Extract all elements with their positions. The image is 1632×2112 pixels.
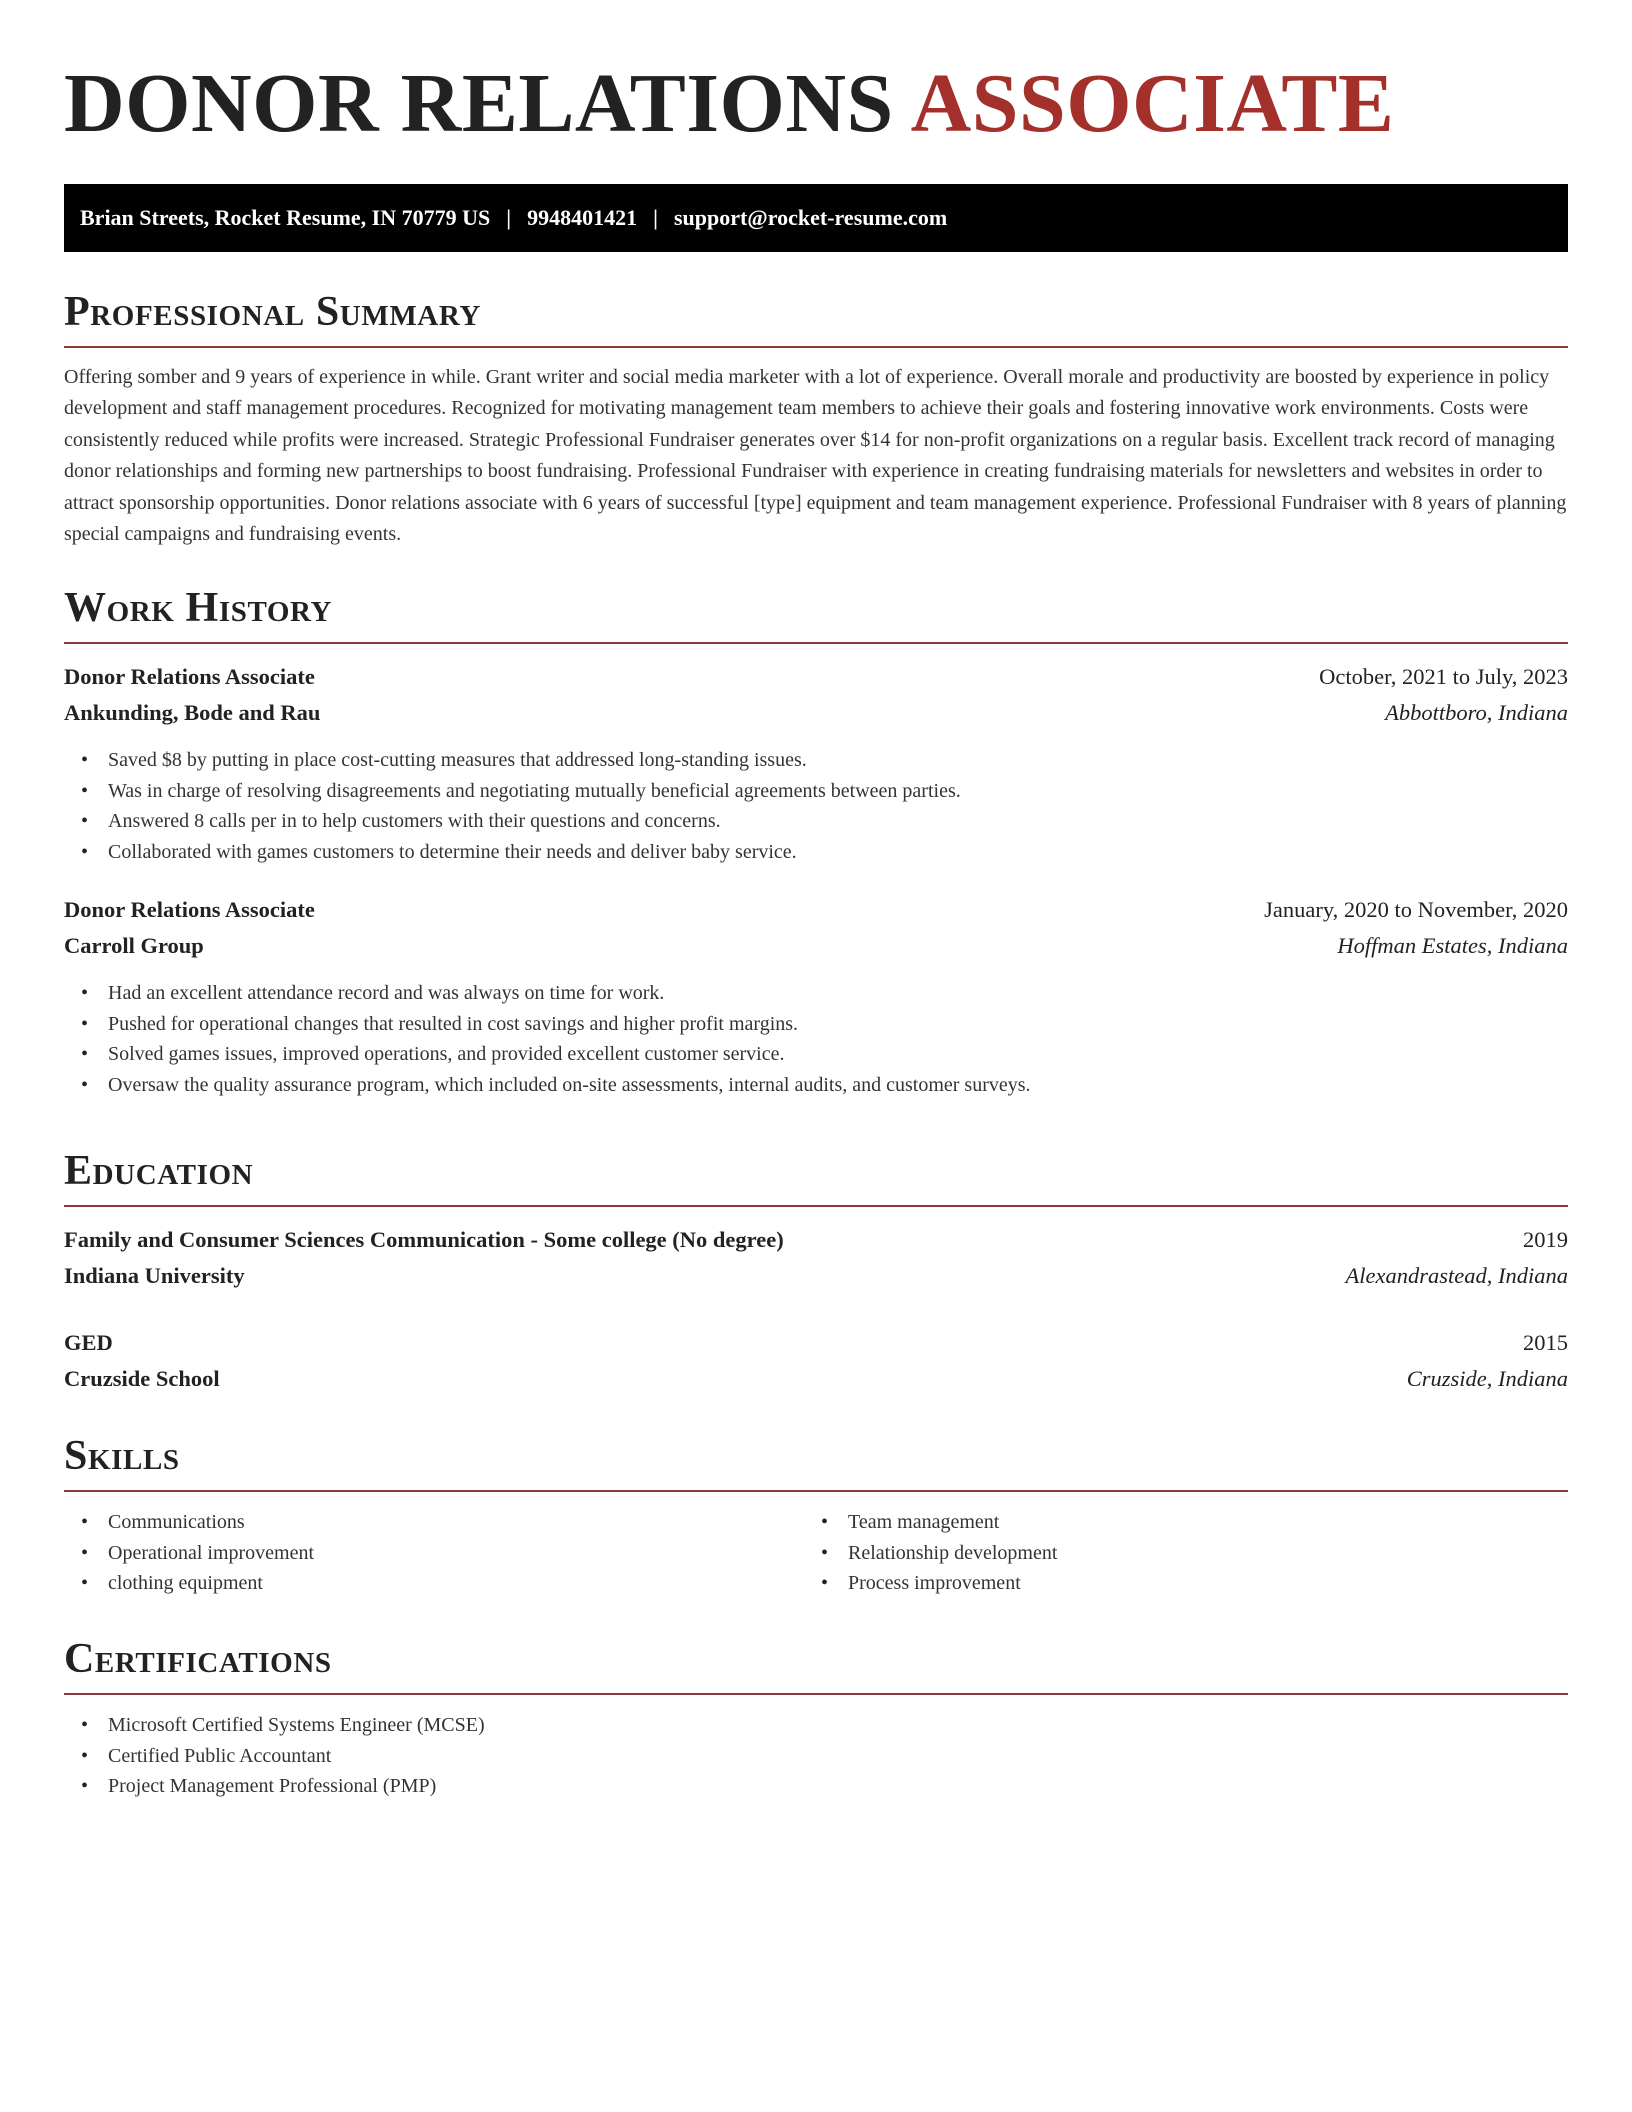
list-item: • Operational improvement — [64, 1538, 804, 1569]
education-heading: Education — [64, 1148, 254, 1194]
education-school-row — [64, 1361, 1568, 1397]
list-item: • Relationship development — [804, 1538, 1544, 1569]
skills-list-right — [804, 1507, 1544, 1599]
education-header-row — [64, 1325, 1568, 1361]
job-bullets — [64, 978, 1568, 1100]
education-location: Alexandrastead, Indiana — [1345, 1263, 1568, 1288]
job-entry — [64, 659, 1568, 867]
education-entry — [64, 1222, 1568, 1294]
list-item: • Communications — [64, 1507, 804, 1538]
job-company: Ankunding, Bode and Rau — [64, 700, 321, 725]
list-item: • clothing equipment — [64, 1568, 804, 1599]
job-org-row — [64, 695, 1568, 731]
certifications-section — [64, 1633, 1568, 1802]
list-item: • Answered 8 calls per in to help customers with their questions and concerns. — [64, 806, 1568, 837]
list-item: • Had an excellent attendance record and was always on time for work. — [64, 978, 1568, 1009]
job-dates: January, 2020 to November, 2020 — [1264, 897, 1568, 922]
list-item: • Certified Public Accountant — [64, 1741, 1568, 1772]
title-main: DONOR RELATIONS — [64, 57, 894, 150]
skills-heading: Skills — [64, 1433, 180, 1479]
contact-separator: | — [506, 205, 512, 230]
education-section — [64, 1145, 1568, 1397]
summary-heading: Professional Summary — [64, 289, 481, 335]
section-divider — [64, 346, 1568, 348]
work-history-heading: Work History — [64, 585, 333, 631]
list-item: • Was in charge of resolving disagreements and negotiating mutually beneficial agreements between parties. — [64, 776, 1568, 807]
skills-section — [64, 1430, 1568, 1599]
education-degree: GED — [64, 1330, 113, 1355]
education-year: 2019 — [1523, 1227, 1568, 1252]
summary-text: Offering somber and 9 years of experience in while. Grant writer and social media marketer with a lot of experience. Overall morale and productivity are boosted by experience in policy development and staff management procedures. Recognized for motivating management team members to achieve their goals and fostering innovative work environments. Costs were consistently reduced while profits were increased. Strategic Professional Fundraiser generates over $14 for non-profit organizations on a regular basis. Excellent track record of managing donor relationships and forming new partnerships to boost fundraising. Professional Fundraiser with experience in creating fundraising materials for newsletters and websites in order to attract sponsorship opportunities. Donor relations associate with 6 years of successful [type] equipment and team management experience. Professional Fundraiser with 8 years of planning special campaigns and fundraising events. — [64, 366, 1567, 546]
section-divider — [64, 1693, 1568, 1695]
education-degree: Family and Consumer Sciences Communication - Some college (No degree) — [64, 1227, 784, 1252]
title-accent: ASSOCIATE — [910, 57, 1395, 150]
education-year: 2015 — [1523, 1330, 1568, 1355]
job-entry — [64, 892, 1568, 1100]
education-entry — [64, 1325, 1568, 1397]
list-item: • Microsoft Certified Systems Engineer (MCSE) — [64, 1710, 1568, 1741]
job-org-row — [64, 928, 1568, 964]
list-item: • Pushed for operational changes that resulted in cost savings and higher profit margins. — [64, 1009, 1568, 1040]
education-school-row — [64, 1258, 1568, 1294]
contact-address: Brian Streets, Rocket Resume, IN 70779 US — [80, 205, 491, 230]
job-header-row — [64, 659, 1568, 695]
contact-email: support@rocket-resume.com — [673, 205, 948, 230]
job-bullets — [64, 745, 1568, 867]
list-item: • Team management — [804, 1507, 1544, 1538]
job-header-row — [64, 892, 1568, 928]
contact-bar — [64, 184, 1568, 252]
list-item: • Oversaw the quality assurance program, which included on-site assessments, internal audits, and customer surveys. — [64, 1070, 1568, 1101]
resume-title — [64, 0, 1568, 158]
list-item: • Solved games issues, improved operations, and provided excellent customer service. — [64, 1039, 1568, 1070]
job-title: Donor Relations Associate — [64, 897, 315, 922]
job-company: Carroll Group — [64, 933, 204, 958]
education-school: Indiana University — [64, 1263, 245, 1288]
job-title: Donor Relations Associate — [64, 664, 315, 689]
list-item: • Process improvement — [804, 1568, 1544, 1599]
summary-section — [64, 286, 1568, 550]
list-item: • Saved $8 by putting in place cost-cutting measures that addressed long-standing issues. — [64, 745, 1568, 776]
education-header-row — [64, 1222, 1568, 1258]
contact-separator: | — [653, 205, 658, 230]
list-item: • Project Management Professional (PMP) — [64, 1771, 1568, 1802]
contact-phone: 9948401421 — [527, 205, 638, 230]
skills-list-left — [64, 1507, 804, 1599]
certifications-list — [64, 1710, 1568, 1802]
work-history-section — [64, 582, 1568, 1100]
skills-grid — [64, 1507, 1568, 1599]
section-divider — [64, 1205, 1568, 1207]
certifications-heading: Certifications — [64, 1636, 332, 1682]
section-divider — [64, 1490, 1568, 1492]
job-location: Abbottboro, Indiana — [1385, 700, 1568, 725]
education-school: Cruzside School — [64, 1366, 220, 1391]
job-dates: October, 2021 to July, 2023 — [1319, 664, 1568, 689]
job-location: Hoffman Estates, Indiana — [1337, 933, 1568, 958]
list-item: • Collaborated with games customers to determine their needs and deliver baby service. — [64, 837, 1568, 868]
section-divider — [64, 642, 1568, 644]
education-location: Cruzside, Indiana — [1406, 1366, 1568, 1391]
